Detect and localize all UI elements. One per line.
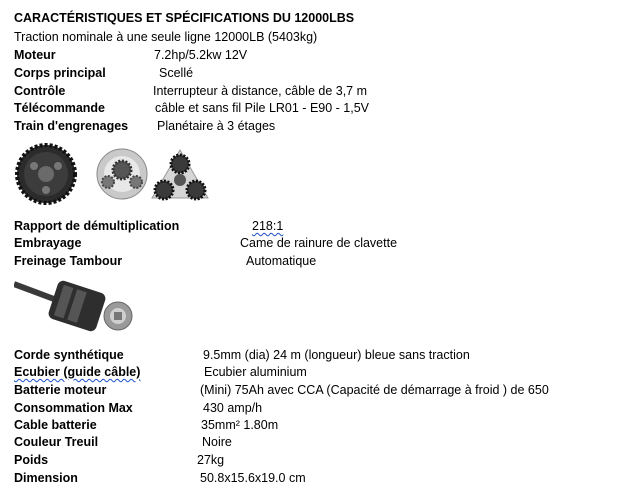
spec-label: Couleur Treuil	[14, 435, 99, 449]
spec-value: Automatique	[246, 254, 317, 268]
spec-label: Freinage Tambour	[14, 254, 123, 268]
spec-value: 27kg	[197, 453, 225, 467]
spec-row-controle	[14, 83, 614, 100]
spec-label: Embrayage	[14, 236, 82, 250]
spec-label: Consommation Max	[14, 401, 133, 415]
spec-label: Dimension	[14, 471, 78, 485]
spec-row-engrenages	[14, 118, 614, 135]
spec-row-corps	[14, 65, 614, 82]
subtitle: Traction nominale à une seule ligne 12000LB (5403kg)	[14, 30, 318, 44]
spec-label: Contrôle	[14, 84, 66, 98]
spec-row-poids	[14, 452, 624, 469]
spec-label: Moteur	[14, 48, 56, 62]
spec-row-freinage	[14, 253, 614, 270]
spec-value: (Mini) 75Ah avec CCA (Capacité de démarrage à froid ) de 650	[200, 383, 549, 397]
brake-drum-image	[14, 272, 134, 336]
spec-value: Noire	[202, 435, 232, 449]
spec-row-corde	[14, 347, 624, 364]
spec-label: Corde synthétique	[14, 348, 124, 362]
spec-row-consommation	[14, 400, 624, 417]
spec-label: Batterie moteur	[14, 383, 107, 397]
spec-row-rapport	[14, 218, 614, 235]
spec-row-batterie	[14, 382, 624, 399]
spec-row-moteur	[14, 47, 614, 64]
gear-ring-icon	[17, 145, 75, 203]
spec-value: 35mm² 1.80m	[201, 418, 279, 432]
spec-value: Scellé	[159, 66, 194, 80]
spec-row-embrayage	[14, 235, 614, 252]
spec-row-cable	[14, 417, 624, 434]
spec-label: Poids	[14, 453, 49, 467]
spec-label: Rapport de démultiplication	[14, 219, 180, 233]
spec-row-dimension	[14, 470, 624, 487]
planet-gear-set-icon	[152, 150, 208, 199]
spec-value: 7.2hp/5.2kw 12V	[154, 48, 248, 62]
spec-row-telecommande	[14, 100, 614, 117]
spec-value: Ecubier aluminium	[204, 365, 307, 379]
spec-row-couleur	[14, 434, 624, 451]
page-title: CARACTÉRISTIQUES ET SPÉCIFICATIONS DU 12000LBS	[14, 11, 355, 25]
planet-carrier-icon	[97, 149, 147, 199]
spec-value: Interrupteur à distance, câble de 3,7 m	[153, 84, 368, 98]
spec-value: Planétaire à 3 étages	[157, 119, 276, 133]
planetary-gear-image	[14, 140, 214, 208]
spec-value: 430 amp/h	[203, 401, 263, 415]
spec-label: Ecubier (guide câble)	[14, 365, 141, 379]
brake-assembly-icon	[47, 279, 132, 332]
spec-row-ecubier	[14, 364, 624, 381]
spec-label: Train d'engrenages	[14, 119, 129, 133]
spec-value: câble et sans fil Pile LR01 - E90 - 1,5V	[155, 101, 370, 115]
spec-value: 50.8x15.6x19.0 cm	[200, 471, 306, 485]
spec-label: Télécommande	[14, 101, 106, 115]
spec-label: Cable batterie	[14, 418, 97, 432]
spec-label: Corps principal	[14, 66, 106, 80]
spec-value: 218:1	[252, 219, 284, 233]
spec-value: Came de rainure de clavette	[240, 236, 398, 250]
spec-value: 9.5mm (dia) 24 m (longueur) bleue sans traction	[203, 348, 470, 362]
